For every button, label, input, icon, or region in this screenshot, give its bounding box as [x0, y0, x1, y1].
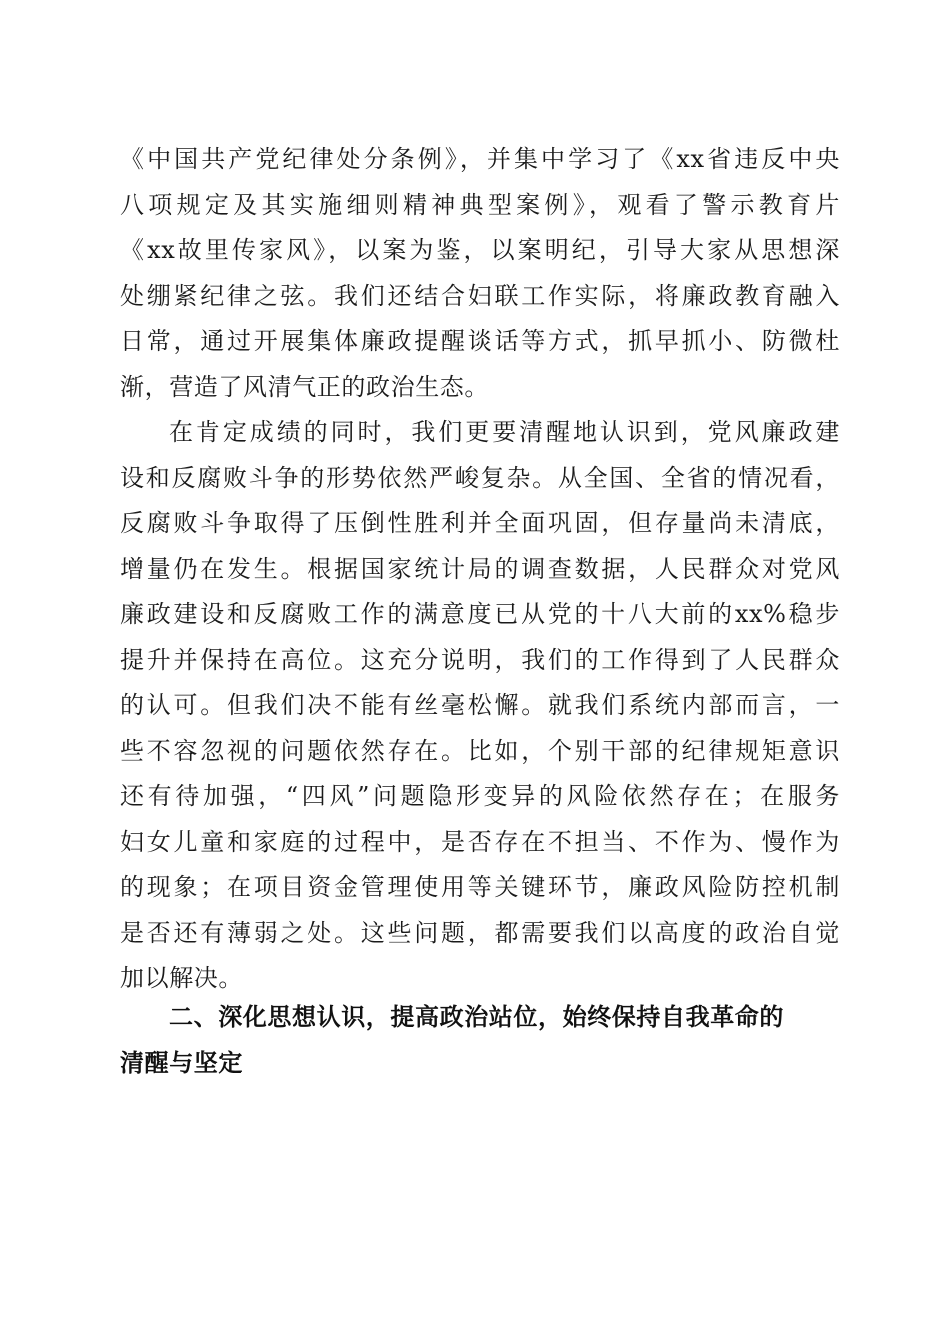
paragraph-1 — [120, 137, 840, 410]
paragraph-line: 增量仍在发生。根据国家统计局的调查数据，人民群众对党风 — [120, 554, 840, 583]
paragraph-line: 还有待加强，“四风”问题隐形变异的风险依然存在；在服务 — [120, 782, 840, 810]
paragraph-line: 提升并保持在高位。这充分说明，我们的工作得到了人民群众 — [120, 645, 840, 674]
paragraph-line: 处绷紧纪律之弦。我们还结合妇联工作实际，将廉政教育融入 — [120, 281, 840, 310]
paragraph-line: 《中国共产党纪律处分条例》，并集中学习了《xx省违反中央 — [120, 145, 840, 173]
paragraph-line: 反腐败斗争取得了压倒性胜利并全面巩固，但存量尚未清底， — [120, 509, 840, 537]
paragraph-line: 加以解决。 — [120, 964, 243, 992]
paragraph-2 — [120, 410, 840, 1002]
paragraph-line: 些不容忽视的问题依然存在。比如，个别干部的纪律规矩意识 — [120, 736, 840, 765]
heading-line: 二、深化思想认识，提高政治站位，始终保持自我革命的 — [169, 1003, 784, 1031]
paragraph-line: 设和反腐败斗争的形势依然严峻复杂。从全国、全省的情况看， — [120, 463, 840, 492]
paragraph-line: 廉政建设和反腐败工作的满意度已从党的十八大前的xx%稳步 — [120, 600, 840, 628]
paragraph-line: 在肯定成绩的同时，我们更要清醒地认识到，党风廉政建 — [169, 418, 840, 446]
paragraph-line: 《xx故里传家风》，以案为鉴，以案明纪，引导大家从思想深 — [120, 236, 840, 264]
paragraph-line: 渐，营造了风清气正的政治生态。 — [120, 372, 489, 401]
section-heading — [120, 995, 840, 1086]
paragraph-line: 的现象；在项目资金管理使用等关键环节，廉政风险防控机制 — [120, 873, 840, 901]
paragraph-line: 日常，通过开展集体廉政提醒谈话等方式，抓早抓小、防微杜 — [120, 327, 840, 355]
paragraph-line: 妇女儿童和家庭的过程中，是否存在不担当、不作为、慢作为 — [120, 827, 840, 856]
paragraph-line: 是否还有薄弱之处。这些问题，都需要我们以高度的政治自觉 — [120, 918, 840, 947]
heading-line: 清醒与坚定 — [120, 1048, 243, 1077]
paragraph-line: 八项规定及其实施细则精神典型案例》，观看了警示教育片 — [120, 190, 840, 219]
paragraph-line: 的认可。但我们决不能有丝毫松懈。就我们系统内部而言，一 — [120, 691, 840, 719]
